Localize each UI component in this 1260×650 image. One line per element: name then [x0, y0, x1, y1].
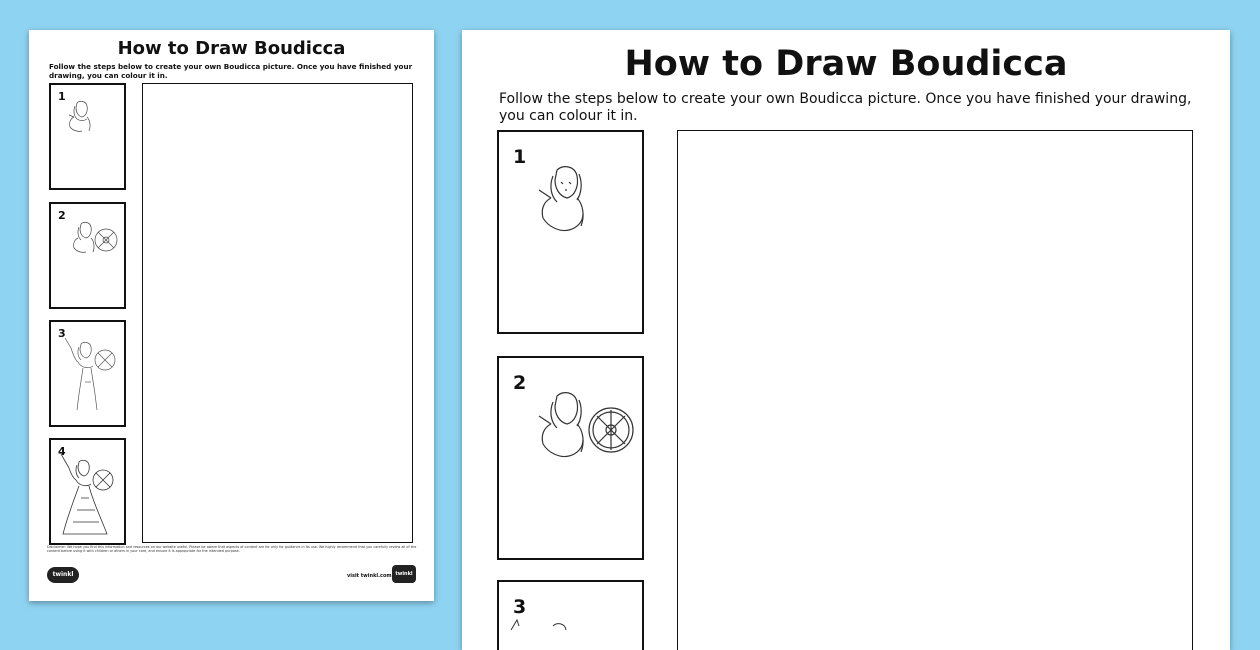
worksheet-instructions: Follow the steps below to create your own Boudicca picture. Once you have finished your drawing, you can colour it in.	[49, 62, 413, 80]
boudicca-step-3-illustration	[507, 610, 587, 650]
worksheet-instructions: Follow the steps below to create your own Boudicca picture. Once you have finished your drawing, you can colour it in.	[499, 91, 1192, 124]
step-box-3	[49, 320, 126, 427]
boudicca-step-3-illustration	[61, 334, 121, 414]
boudicca-step-4-illustration	[57, 452, 123, 542]
footer-disclaimer: Disclaimer: We hope you find this information and resources on our website useful. Please be aware that aspects of content are for only for guidance in its use. We highly recommend that you carefully review all of the content before using it with children or others in your care, and ensure it is appropriate for the intended purpose.	[47, 545, 417, 554]
step-box-2	[497, 356, 644, 560]
drawing-area	[677, 130, 1193, 650]
step-number: 3	[58, 327, 66, 340]
boudicca-step-2-illustration	[533, 388, 637, 468]
worksheet-title: How to Draw Boudicca	[117, 38, 346, 59]
step-number: 3	[513, 596, 527, 618]
worksheet-title: How to Draw Boudicca	[624, 44, 1068, 84]
boudicca-step-1-illustration	[65, 99, 95, 145]
step-box-3	[497, 580, 644, 650]
footer-site-text: visit twinkl.com	[347, 573, 392, 579]
step-box-4	[49, 438, 126, 545]
worksheet-preview-large	[462, 30, 1230, 650]
step-number: 1	[513, 146, 527, 168]
worksheet-preview-small	[29, 30, 434, 601]
twinkl-logo: twinkl	[47, 567, 79, 583]
step-box-1	[49, 83, 126, 190]
drawing-area	[142, 83, 413, 543]
step-number: 2	[58, 209, 66, 222]
boudicca-step-2-illustration	[65, 220, 121, 262]
step-number: 4	[58, 445, 66, 458]
twinkl-badge-logo: twinkl	[392, 565, 416, 583]
boudicca-step-1-illustration	[533, 162, 593, 242]
step-number: 1	[58, 90, 66, 103]
step-box-1	[497, 130, 644, 334]
step-number: 2	[513, 372, 527, 394]
step-box-2	[49, 202, 126, 309]
